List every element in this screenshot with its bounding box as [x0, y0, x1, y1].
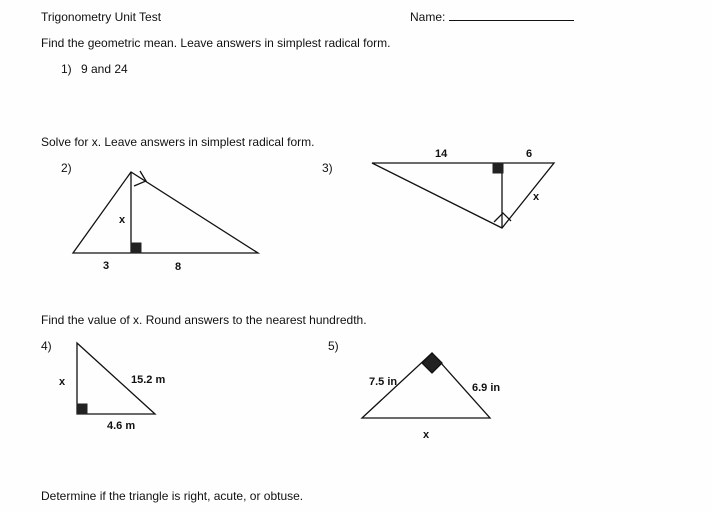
instruction-find-value: Find the value of x. Round answers to the nearest hundredth.	[41, 313, 367, 327]
problem-1-number: 1)	[61, 62, 72, 76]
problem-1-text: 9 and 24	[81, 62, 128, 76]
p4-label-base: 4.6 m	[107, 420, 136, 432]
p2-label-3: 3	[103, 260, 110, 272]
name-label: Name:	[410, 10, 446, 24]
problem-2-triangle	[73, 171, 258, 253]
p2-label-x: x	[119, 214, 126, 226]
p5-label-x: x	[423, 429, 430, 441]
p4-label-hypotenuse: 15.2 m	[131, 374, 166, 386]
p5-label-left-side: 7.5 in	[369, 376, 398, 388]
p3-label-x: x	[533, 191, 540, 203]
p5-label-right-side: 6.9 in	[472, 382, 501, 394]
instruction-solve-for-x: Solve for x. Leave answers in simplest radical form.	[41, 135, 315, 149]
problem-3-triangle	[372, 163, 554, 228]
problem-3-number: 3)	[322, 161, 333, 175]
page-title: Trigonometry Unit Test	[41, 10, 162, 24]
p4-label-x: x	[59, 376, 66, 388]
p3-label-14: 14	[435, 148, 448, 160]
problem-2-number: 2)	[61, 161, 72, 175]
problem-5-number: 5)	[328, 339, 339, 353]
instruction-classify-triangle: Determine if the triangle is right, acute, or obtuse.	[41, 489, 304, 503]
p2-label-8: 8	[175, 261, 182, 273]
p3-label-6: 6	[526, 148, 533, 160]
instruction-geometric-mean: Find the geometric mean. Leave answers in simplest radical form.	[41, 36, 391, 50]
problem-4-number: 4)	[41, 339, 52, 353]
